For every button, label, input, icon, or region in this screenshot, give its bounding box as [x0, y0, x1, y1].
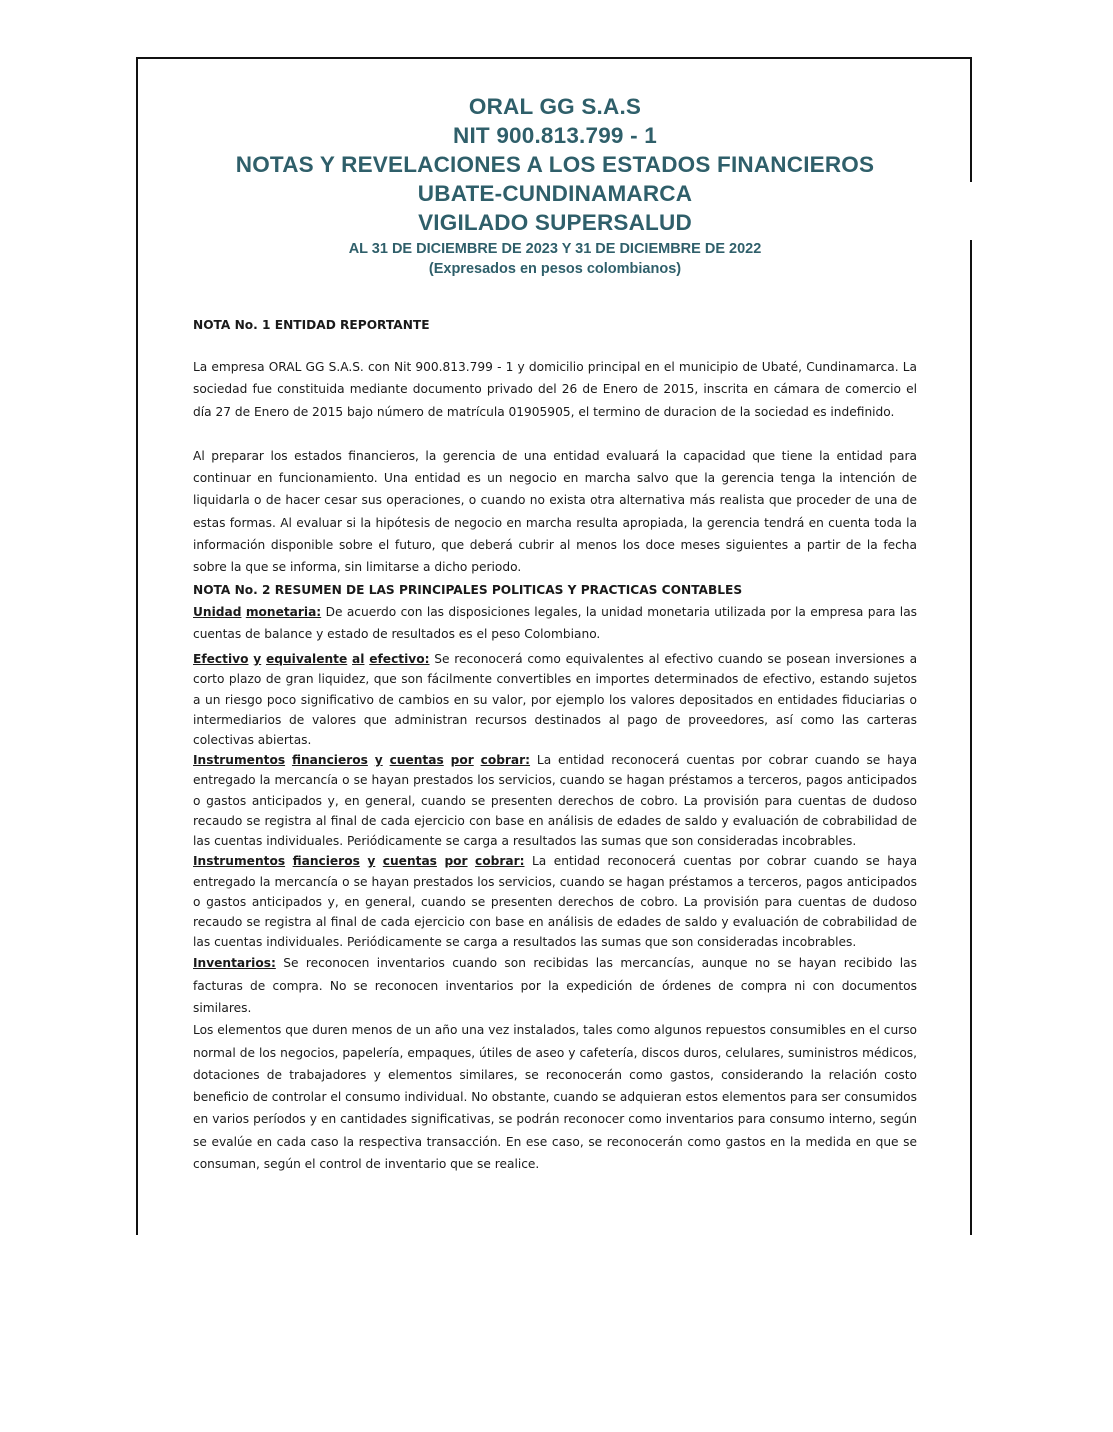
instrumentos2-label-4: cuentas — [382, 854, 437, 869]
document-body — [193, 314, 917, 1175]
inventarios-label: Inventarios: — [193, 956, 276, 971]
nota1-title: NOTA No. 1 ENTIDAD REPORTANTE — [193, 318, 430, 332]
efectivo-label-5: efectivo: — [369, 652, 430, 667]
instrumentos2-label-2: fiancieros — [292, 854, 360, 869]
nota1-paragraph-2: Al preparar los estados financieros, la gerencia de una entidad evaluará la capacidad que tiene la entidad para continuar en funcionamiento. Una entidad es un negocio en marcha salvo que la gerencia tenga la intención de liquidarla o de hacer cesar sus operaciones, o cuando no exista otra alternativa más realista que proceder de una de estas formas. Al evaluar si la hipótesis de negocio en marcha resulta apropiada, la gerencia tendrá en cuenta toda la información disponible sobre el futuro, que deberá cubrir al menos los doce meses siguientes a partir de la fecha sobre la que se informa, sin limitarse a dicho periodo. — [193, 448, 917, 575]
unidad-label-1: Unidad — [193, 604, 242, 619]
reporting-period: AL 31 DE DICIEMBRE DE 2023 Y 31 DE DICIEMBRE DE 2022 — [348, 241, 762, 257]
efectivo-paragraph — [193, 649, 917, 750]
instrumentos2-label-1: Instrumentos — [193, 854, 286, 869]
instrumentos2-label-3: y — [367, 854, 376, 869]
document-header — [138, 92, 972, 279]
instrumentos-label-3: y — [374, 753, 383, 768]
instrumentos-paragraph — [193, 750, 917, 851]
efectivo-label-1: Efectivo — [193, 652, 249, 667]
instrumentos-paragraph-2 — [193, 851, 917, 952]
city: UBATE-CUNDINAMARCA — [417, 181, 693, 206]
elementos-paragraph: Los elementos que duren menos de un año una vez instalados, tales como algunos repuestos consumibles en el curso normal de los negocios, papelería, empaques, útiles de aseo y cafetería, discos duros, celulares, suministros médicos, dotaciones de trabajadores y elementos similares, se reconocerán como gastos, considerando la relación costo beneficio de controlar el consumo individual. No obstante, cuando se adquieran estos elementos para ser consumidos en varios períodos y en cantidades significativas, se podrán reconocer como inventarios para consumo interno, según se evalúe en cada caso la respectiva transacción. En ese caso, se reconocerán como gastos en la medida en que se consuman, según el control de inventario que se realice. — [193, 1023, 917, 1171]
inventarios-text: Se reconocen inventarios cuando son recibidas las mercancías, aunque no se hayan recibido las facturas de compra. No se reconocen inventarios por la expedición de órdenes de compra ni con documentos similares. — [193, 956, 917, 1015]
instrumentos-label-4: cuentas — [389, 753, 444, 768]
nota1-paragraph-1: La empresa ORAL GG S.A.S. con Nit 900.813.799 - 1 y domicilio principal en el municipio de Ubaté, Cundinamarca. La sociedad fue constituida mediante documento privado del 26 de Enero de 2015, inscrita en cámara de comercio el día 27 de Enero de 2015 bajo número de matrícula 01905905, el termino de duracion de la sociedad es indefinido. — [193, 360, 917, 419]
unidad-text: De acuerdo con las disposiciones legales, la unidad monetaria utilizada por la empresa para las cuentas de balance y estado de resultados es el peso Colombiano. — [193, 604, 918, 641]
nota2-title: NOTA No. 2 RESUMEN DE LAS PRINCIPALES POLITICAS Y PRACTICAS CONTABLES — [193, 582, 743, 597]
instrumentos2-label-6: cobrar: — [475, 854, 525, 869]
instrumentos-label-1: Instrumentos — [193, 753, 286, 768]
efectivo-label-4: al — [352, 652, 365, 667]
supervision: VIGILADO SUPERSALUD — [418, 210, 692, 235]
unidad-monetaria-paragraph — [193, 601, 917, 646]
unidad-label-2: monetaria: — [245, 604, 322, 619]
instrumentos2-text: La entidad reconocerá cuentas por cobrar cuando se haya entregado la mercancía o se hayan prestados los servicios, cuando se hagan préstamos a terceros, pagos anticipados o gastos anticipados y, en general, cuando se presenten derechos de cobro. La provisión para cuentas de dudoso recaudo se registra al final de cada ejercicio con base en análisis de edades de saldo y evaluación de cobrabilidad de las cuentas individuales. Periódicamente se carga a resultados las sumas que son consideradas incobrables. — [193, 854, 918, 950]
inventarios-paragraph — [193, 952, 917, 1019]
instrumentos-label-2: financieros — [291, 753, 368, 768]
instrumentos-label-5: por — [450, 753, 474, 768]
instrumentos2-label-5: por — [444, 854, 468, 869]
efectivo-label-2: y — [253, 652, 262, 667]
instrumentos-label-6: cobrar: — [480, 753, 531, 768]
document-title: NOTAS Y REVELACIONES A LOS ESTADOS FINANCIEROS — [235, 152, 875, 177]
company-nit: NIT 900.813.799 - 1 — [453, 123, 657, 148]
currency-note: (Expresados en pesos colombianos) — [428, 261, 682, 277]
instrumentos-text: La entidad reconocerá cuentas por cobrar cuando se haya entregado la mercancía o se hayan prestados los servicios, cuando se hagan préstamos a terceros, pagos anticipados o gastos anticipados y, en general, cuando se presenten derechos de cobro. La provisión para cuentas de dudoso recaudo se registra al final de cada ejercicio con base en análisis de edades de saldo y evaluación de cobrabilidad de las cuentas individuales. Periódicamente se carga a resultados las sumas que son consideradas incobrables. — [193, 753, 918, 849]
company-name: ORAL GG S.A.S — [468, 94, 642, 119]
page-frame-top — [136, 57, 972, 59]
efectivo-label-3: equivalente — [266, 652, 348, 667]
page-frame-right-lower — [970, 240, 972, 1235]
efectivo-text: Se reconocerá como equivalentes al efectivo cuando se posean inversiones a corto plazo de gran liquidez, que son fácilmente convertibles en importes determinados de efectivo, estando sujetos a un riesgo poco significativo de cambios en su valor, por ejemplo los valores depositados en entidades fiduciarias o intermediarios de valores que administran recursos destinados al pago de proveedores, así como las carteras colectivas abiertas. — [193, 652, 918, 748]
